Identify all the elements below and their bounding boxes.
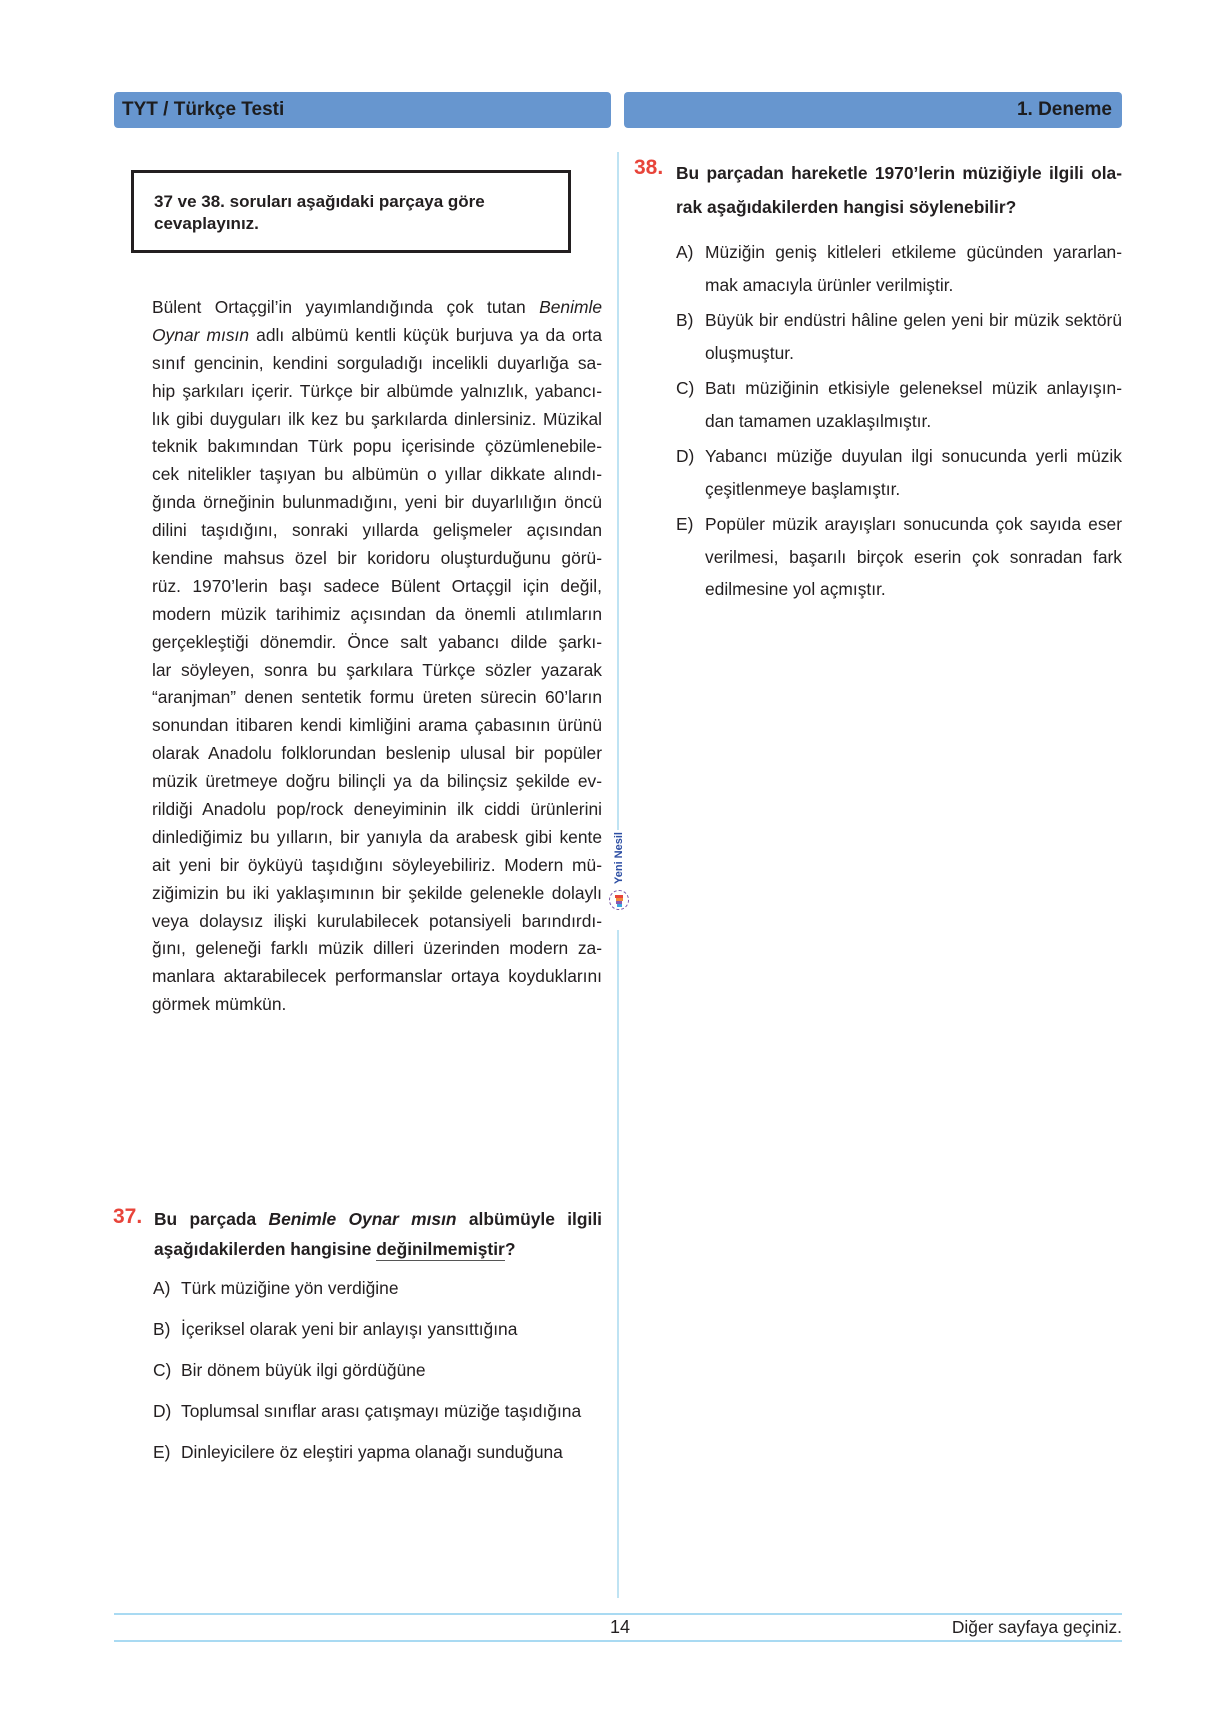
option-text-line: Batı müziğinin etkisiyle geleneksel müzik anlayışın-	[705, 378, 1122, 398]
passage-line	[152, 768, 602, 796]
stem-text: Bu parçada	[154, 1209, 269, 1229]
option-letter: E)	[153, 1442, 171, 1462]
test-title: TYT / Türkçe Testi	[122, 99, 285, 120]
passage-text: lık gibi duyguları ilk kez bu şarkılarda dinlersiniz. Müzikal	[152, 408, 602, 429]
option-text-line: oluşmuştur.	[705, 342, 794, 363]
passage-line	[152, 852, 602, 880]
page-number: 14	[609, 1617, 631, 1637]
passage-line	[152, 629, 602, 657]
option-text	[705, 440, 1122, 505]
passage-text: ğını, geleneği farklı müzik dilleri üzerinden modern za-	[152, 938, 602, 959]
passage-line	[152, 294, 602, 322]
footer-bottom-rule	[114, 1640, 1122, 1642]
passage-text: rildiği Anadolu pop/rock deneyiminin ilk ciddi ürünlerini	[152, 799, 602, 820]
option-text: Bir dönem büyük ilgi gördüğüne	[181, 1360, 426, 1380]
passage-line	[152, 935, 602, 963]
passage-text: olarak Anadolu folklorundan beslenip ulusal bir popüler	[152, 743, 602, 764]
option-text-line: Büyük bir endüstri hâline gelen yeni bir müzik sektörü	[705, 310, 1122, 330]
option-text	[705, 236, 1122, 301]
option-text-line: çeşitlenmeye başlamıştır.	[705, 478, 901, 499]
passage-text: lar söyleyen, sonra bu şarkılara Türkçe sözler yazarak	[152, 659, 602, 680]
passage-text: sonundan itibaren kendi kimliğini arama çabasının ürünü	[152, 715, 602, 736]
passage-line	[152, 433, 602, 461]
option-letter: D)	[676, 446, 695, 466]
passage-text: dinlediğimiz bu yılların, bir yanıyla da arabesk gibi kente	[152, 826, 602, 847]
option-text-line: verilmesi, başarılı birçok eserin çok sonradan fark	[705, 546, 1122, 567]
question-37-number: 37.	[113, 1205, 143, 1228]
passage-line	[152, 378, 602, 406]
option-text-line: Popüler müzik arayışları sonucunda çok sayıda eser	[705, 514, 1122, 534]
passage-line	[152, 573, 602, 601]
question-38-number: 38.	[634, 156, 664, 179]
option-text: Toplumsal sınıflar arası çatışmayı müziğe taşıdığına	[181, 1401, 582, 1421]
option-letter: D)	[153, 1401, 172, 1421]
passage-line	[152, 796, 602, 824]
passage-line	[152, 963, 602, 991]
question-37-stem-line	[154, 1234, 602, 1264]
option-text	[705, 304, 1122, 369]
passage-line	[152, 684, 602, 712]
passage-text: müzik üretmeye doğru bilinçli ya da bilinçsiz şekilde ev-	[152, 771, 602, 792]
next-page-note: Diğer sayfaya geçiniz.	[951, 1617, 1122, 1637]
option-letter: C)	[153, 1360, 172, 1380]
passage-line	[152, 322, 602, 350]
option-text-line: edilmesine yol açmıştır.	[705, 579, 886, 599]
option-letter: E)	[676, 514, 694, 534]
passage-text: ait yeni bir öyküyü taşıdığını söyleyebiliriz. Modern mü-	[152, 854, 602, 875]
instruction-line: cevaplayınız.	[154, 214, 259, 233]
stem-text: albümüyle ilgili	[456, 1209, 602, 1229]
passage-text: dilini taşıdığını, sonraki yıllarda gelişmeler açısından	[152, 520, 602, 541]
passage-text: hip şarkıları içerir. Türkçe bir albümde yalnızlık, yabancı-	[152, 380, 602, 401]
option-text-line: dan tamamen uzaklaşılmıştır.	[705, 410, 932, 431]
option-text: İçeriksel olarak yeni bir anlayışı yansıttığına	[181, 1319, 518, 1339]
option-text-line: Yabancı müziğe duyulan ilgi sonucunda yerli müzik	[705, 446, 1122, 466]
negation-emphasis: değinilmemiştir	[376, 1239, 505, 1259]
option-text-line: mak amacıyla ürünler verilmiştir.	[705, 274, 954, 295]
test-title-bar	[114, 92, 611, 128]
question-37-stem	[154, 1204, 602, 1264]
passage-text: ziğimizin bu iki yaklaşımının bir şekilde gelenekle dolaylı	[152, 882, 602, 903]
instruction-box	[131, 170, 571, 253]
passage-text: modern müzik tarihimiz açısından da önemli atılımların	[152, 603, 602, 624]
passage-text: teknik bakımından Türk popu içerisinde çözümlenebile-	[152, 436, 602, 457]
passage-line	[152, 350, 602, 378]
question-38-stem	[676, 156, 1122, 224]
exam-name: 1. Deneme	[1016, 99, 1112, 120]
passage-text: gerçekleştiği dönemdir. Önce salt yabancı dilde şarkı-	[152, 631, 602, 652]
album-title: Benimle	[539, 297, 602, 317]
stem-text: ?	[504, 1239, 516, 1259]
question-37-stem-line	[154, 1204, 602, 1234]
passage-text: adlı albümü kentli küçük burjuva ya da orta	[249, 324, 602, 345]
passage-text: rüz. 1970’lerin başı sadece Bülent Ortaçgil için değil,	[152, 575, 602, 596]
passage-line	[152, 601, 602, 629]
logo-label: Yeni Nesil	[613, 831, 625, 884]
passage-text: görmek mümkün.	[152, 994, 287, 1015]
passage-line	[152, 461, 602, 489]
reading-passage	[152, 294, 602, 1019]
logo-mark-icon	[609, 890, 629, 910]
passage-line	[152, 517, 602, 545]
passage-line	[152, 712, 602, 740]
option-text-line: Müziğin geniş kitleleri etkileme gücünden yararlan-	[705, 242, 1122, 262]
passage-line	[152, 406, 602, 434]
exam-name-bar	[624, 92, 1122, 128]
passage-line	[152, 657, 602, 685]
passage-text: Bülent Ortaçgil’in yayımlandığında çok tutan	[152, 297, 540, 317]
option-letter: C)	[676, 378, 695, 398]
passage-text: veya dolaysız ilişki kurulabilecek potansiyeli barındırdı-	[152, 910, 602, 931]
passage-line	[152, 824, 602, 852]
option-text: Dinleyicilere öz eleştiri yapma olanağı sunduğuna	[181, 1442, 563, 1462]
passage-text: kendine mahsus özel bir koridoru oluşturduğunu görü-	[152, 548, 602, 569]
passage-text: manlara aktarabilecek performanslar ortaya koyduklarını	[152, 966, 602, 987]
passage-line	[152, 908, 602, 936]
instruction-text	[154, 191, 554, 235]
passage-text: sınıf gencinin, kendini sorguladığı incelikli duyarlığa sa-	[152, 352, 602, 373]
album-title: Benimle Oynar mısın	[268, 1209, 457, 1229]
option-text: Türk müziğine yön verdiğine	[181, 1278, 399, 1298]
option-letter: B)	[676, 310, 694, 330]
option-letter: A)	[676, 242, 694, 262]
option-text	[705, 372, 1122, 437]
passage-line	[152, 991, 602, 1019]
passage-text: cek nitelikler taşıyan bu albümün o yıllar dikkate alındı-	[152, 464, 602, 485]
passage-line	[152, 880, 602, 908]
publisher-logo	[607, 830, 631, 930]
instruction-line: 37 ve 38. soruları aşağıdaki parçaya göre	[154, 192, 485, 211]
passage-line	[152, 545, 602, 573]
passage-line	[152, 740, 602, 768]
logo-text	[607, 830, 631, 885]
stem-text: aşağıdakilerden hangisine	[154, 1239, 377, 1259]
option-letter: B)	[153, 1319, 171, 1339]
question-38-stem-line: Bu parçadan hareketle 1970’lerin müziğiyle ilgili ola-	[676, 163, 1122, 183]
passage-line	[152, 489, 602, 517]
album-title: Oynar mısın	[152, 324, 250, 345]
question-38-stem-line: rak aşağıdakilerden hangisi söylenebilir?	[676, 197, 1017, 217]
footer-top-rule	[114, 1613, 1122, 1615]
passage-text: ğında örneğinin bulunmadığını, yeni bir duyarlılığın öncü	[152, 492, 602, 513]
passage-text: “aranjman” denen sentetik formu üreten sürecin 60’ların	[152, 687, 602, 708]
option-letter: A)	[153, 1278, 171, 1298]
option-text	[705, 508, 1122, 606]
